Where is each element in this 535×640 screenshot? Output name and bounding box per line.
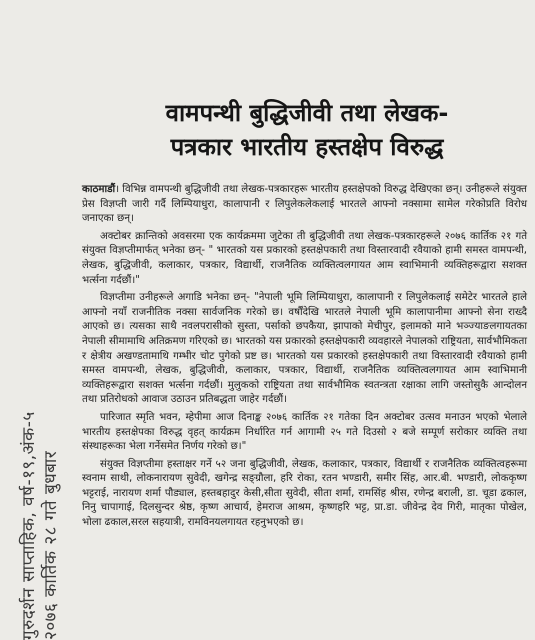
article-body <box>82 183 527 534</box>
margin-note-line-2: २०७६ कार्तिक २८ गते बुधबार <box>41 450 61 640</box>
paragraph-2: अक्टोबर क्रान्तिको अवसरमा एक कार्यक्रममा जुटेका ती बुद्धिजीवी तथा लेखक-पत्रकारहरूले २०७६ कार्तिक २१ गते संयुक्त विज्ञप्तीमार्फत् भनेका छन्- " भारतको यस प्रकारको हस्तक्षेपकारी तथा विस्तारवादी रवैयाको हामी समस्त वामपन्थी, लेखक, बुद्धिजीवी, कलाकार, पत्रकार, विद्यार्थी, राजनैतिक व्यक्तित्वलगायत आम स्वाभिमानी व्यक्तिहरूद्वारा सशक्त भर्त्सना गर्दछौं।" <box>82 230 527 286</box>
handwritten-margin-note <box>18 80 66 640</box>
headline-line-2: पत्रकार भारतीय हस्तक्षेप विरुद्ध <box>170 133 444 161</box>
article-headline <box>82 96 532 164</box>
paragraph-3: विज्ञप्तीमा उनीहरूले अगाडि भनेका छन्- "नेपाली भूमि लिम्पियाधुरा, कालापानी र लिपुलेकलाई समेटेर भारतले हाले आफ्नो नयाँ राजनीतिक नक्सा सार्वजनिक गरेको छ। वर्षौंदेखि भारतले नेपाली भूमि कालापानीमा आफ्नो सेना राख्दै आएको छ। त्यसका साथै नवलपरासीको सुस्ता, पर्साको छपकैया, झापाको मेचीपुर, इलामको माने भञ्ज्याङलगायतका नेपाली सीमामाथि अतिक्रमण गरिएको छ। भारतको यस प्रकारको हस्तक्षेपकारी व्यवहारले नेपालको राष्ट्रियता, सार्वभौमिकता र क्षेत्रीय अखण्डतामाथि गम्भीर चोट पुगेको प्रष्ट छ। भारतको यस प्रकारको हस्तक्षेपकारी तथा विस्तारवादी रवैयाको हामी समस्त वामपन्थी, लेखक, बुद्धिजीवी, कलाकार, पत्रकार, विद्यार्थी, राजनैतिक व्यक्तित्वलगायत आम स्वाभिमानी व्यक्तिहरूद्वारा सशक्त भर्त्सना गर्दछौं। मुलुकको राष्ट्रियता तथा सार्वभौमिक स्वतन्त्रता रक्षाका लागि जस्तोसुकै आन्दोलन तथा प्रतिरोधको आवाज उठाउन प्रतिबद्धता जाहेर गर्दछौं। <box>82 292 527 406</box>
margin-note-line-1: गुरुदर्शन साप्ताहिक, वर्ष-१९,अंक-५ <box>19 411 39 640</box>
paragraph-1-text: । विभिन्न वामपन्थी बुद्धिजीवी तथा लेखक-पत्रकारहरू भारतीय हस्तक्षेपको विरुद्ध देखिएका छन्। उनीहरूले संयुक्त प्रेस विज्ञप्ती जारी गर्दै लिम्पियाधुरा, कालापानी र लिपुलेकलेकलाई भारतले आफ्नो नक्सामा सामेल गरेकोप्रति विरोध जनाएका छन्। <box>82 184 527 225</box>
headline-line-1: वामपन्थी बुद्धिजीवी तथा लेखक- <box>165 99 449 127</box>
paragraph-1 <box>82 183 527 227</box>
paragraph-5: संयुक्त विज्ञप्तीमा हस्ताक्षर गर्ने ५२ जना बुद्धिजीवी, लेखक, कलाकार, पत्रकार, विद्यार्थी र राजनैतिक व्यक्तित्वहरूमा स्वनाम साथी, लोकनारायण सुवेदी, खगेन्द्र सङ्ग्रौला, हरि रोका, रतन भण्डारी, समीर सिंह, आर.बी. भण्डारी, लोककृष्ण भट्टराई, नारायण शर्मा पौड्याल, हस्तबहादुर केसी,सीता सुवेदी, सीता शर्मा, रामसिंह श्रीस, रणेन्द्र बराली, डा. चूडा ढकाल, निनु चापागाई, दिलसुन्दर श्रेष्ठ, कृष्ण आचार्य, हेमराज आश्रम, कृष्णहरि भट्ट, प्रा.डा. जीवेन्द्र देव गिरी, मातृका पोखेल, भोला ढकाल,सरल सहयात्री, रामविनयलगायत रहनुभएको छ। <box>82 458 527 529</box>
dateline: काठमाडौं <box>82 184 116 195</box>
paragraph-4: पारिजात स्मृति भवन, म्हेपीमा आज दिनाङ्क २०७६ कार्तिक २१ गतेका दिन अक्टोबर उत्सव मनाउन भएको भेलाले भारतीय हस्तक्षेपका विरुद्ध वृहत् कार्यक्रम निर्धारित गर्न आगामी २५ गते दिउसो २ बजे सम्पूर्ण सरोकार व्यक्ति तथा संस्थाहरूका भेला गर्नेसमेत निर्णय गरेको छ।" <box>82 411 527 453</box>
